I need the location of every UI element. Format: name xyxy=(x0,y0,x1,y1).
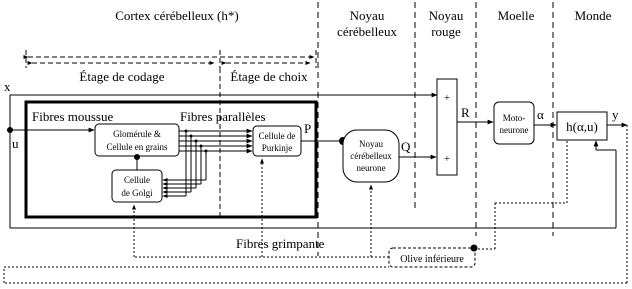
fibres-paralleles-label: Fibres parallèles xyxy=(180,109,266,124)
signal-x: x xyxy=(4,79,11,94)
signal-alpha: α xyxy=(537,107,544,122)
golgi-label-line2: de Golgi xyxy=(121,188,153,198)
header-noyau-cerebelleux-line2: cérébelleux xyxy=(337,24,397,39)
glomerule-label-line1: Glomérule & xyxy=(113,129,161,139)
stage-choix-label: Étage de choix xyxy=(230,69,308,84)
golgi-inhibition-dot xyxy=(134,154,140,160)
noyau-neurone-label-line3: neurone xyxy=(356,163,386,173)
olive-inhibition-dot xyxy=(471,245,478,252)
purkinje-label-line1: Cellule de xyxy=(258,131,296,141)
purkinje-label-line2: Purkinje xyxy=(261,143,293,153)
signal-P: P xyxy=(304,121,312,136)
signal-Q: Q xyxy=(401,139,411,154)
header-moelle: Moelle xyxy=(497,8,535,23)
header-cortex: Cortex cérébelleux (h*) xyxy=(115,8,239,23)
stage-codage-label: Étage de codage xyxy=(79,69,165,84)
signal-R: R xyxy=(461,105,470,120)
motoneurone-label-line1: Moto- xyxy=(502,113,526,123)
fibres-moussue-label: Fibres moussue xyxy=(32,109,114,124)
noyau-neurone-label-line1: Noyau xyxy=(359,139,383,149)
motoneurone-label-line2: neurone xyxy=(499,125,529,135)
plus-sign-bottom: + xyxy=(444,154,450,165)
signal-y: y xyxy=(612,107,619,122)
glomerule-label-line2: Cellule en grains xyxy=(106,142,168,152)
monde-function-label: h(α,u) xyxy=(566,119,598,134)
fibres-grimpante-label: Fibres grimpante xyxy=(236,236,325,251)
header-noyau-rouge-line2: rouge xyxy=(431,24,461,39)
signal-u: u xyxy=(12,136,19,151)
motoneurone-block xyxy=(494,102,534,144)
golgi-label-line1: Cellule xyxy=(124,175,150,185)
plus-sign-top: + xyxy=(444,93,450,104)
olive-inferieure-label: Olive inférieure xyxy=(400,254,464,265)
header-noyau-rouge-line1: Noyau xyxy=(428,8,464,23)
noyau-neurone-label-line2: cérébelleux xyxy=(350,151,392,161)
header-monde: Monde xyxy=(574,8,612,23)
header-noyau-cerebelleux-line1: Noyau xyxy=(349,8,385,23)
